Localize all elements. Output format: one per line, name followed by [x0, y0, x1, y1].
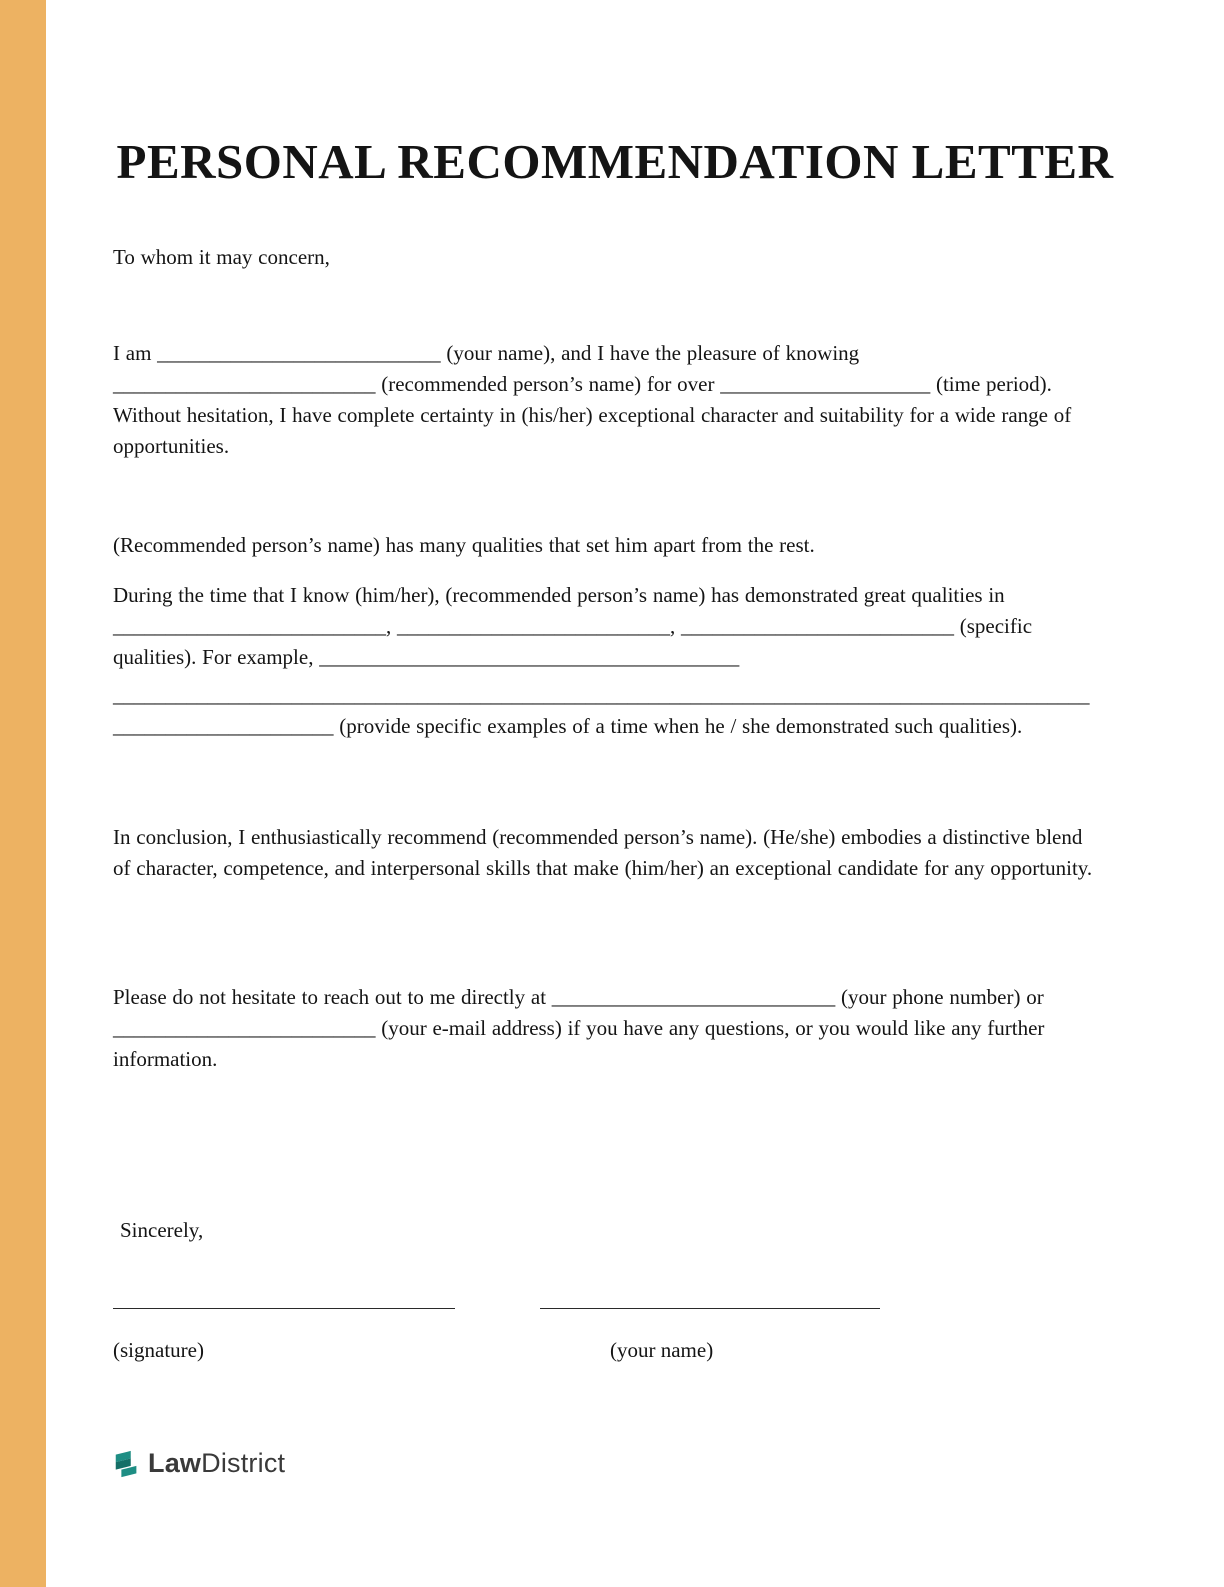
name-line — [540, 1308, 880, 1309]
lawdistrict-logo-text — [148, 1448, 285, 1479]
paragraph-contact — [113, 982, 1103, 1075]
closing — [120, 1215, 1110, 1246]
paragraph-qualities-intro — [113, 530, 1103, 561]
paragraph-intro-text: I am ___________________________ (your name), and I have the pleasure of knowing _________________________ (recommended person’s name) for over ____________________ (time period). Without hesitation, I have complete certainty in (his/her) exceptional character and suitability for a wide range of opportunities. — [113, 341, 1072, 458]
paragraph-during-text: During the time that I know (him/her), (recommended person’s name) has demonstrated great qualities in __________________________, __________________________, __________________________ (specific qualities). For example, ________________________________________ — [113, 583, 1033, 669]
logo-law: Law — [148, 1448, 202, 1478]
salutation-text: To whom it may concern, — [113, 245, 330, 269]
paragraph-conclusion-text: In conclusion, I enthusiastically recommend (recommended person’s name). (He/she) embodies a distinctive blend of character, competence, and interpersonal skills that make (him/her) an exceptional candidate for any opportunity. — [113, 825, 1093, 880]
lawdistrict-logo-icon — [112, 1449, 142, 1479]
signature-label: (signature) — [113, 1338, 204, 1362]
closing-text: Sincerely, — [120, 1218, 204, 1242]
page-title: PERSONAL RECOMMENDATION LETTER — [116, 133, 1114, 189]
paragraph-conclusion — [113, 822, 1103, 884]
paragraph-qualities-intro-text: (Recommended person’s name) has many qualities that set him apart from the rest. — [113, 533, 815, 557]
examples-text: _____________________ (provide specific examples of a time when he / she demonstrated such qualities). — [113, 714, 1023, 738]
examples-blank-line: _____________________________________________________________________________________________ — [113, 683, 1090, 707]
left-accent-stripe — [0, 0, 46, 1587]
paragraph-contact-text: Please do not hesitate to reach out to me directly at ___________________________ (your phone number) or _________________________ (your e-mail address) if you have any questions, or you would like any further information. — [113, 985, 1045, 1071]
salutation — [113, 242, 1103, 273]
signature-line — [113, 1308, 455, 1309]
paragraph-intro — [113, 338, 1103, 462]
paragraph-examples — [113, 680, 1103, 742]
paragraph-during — [113, 580, 1103, 673]
logo-district: District — [201, 1448, 286, 1478]
lawdistrict-logo — [112, 1448, 285, 1479]
your-name-label: (your name) — [610, 1338, 714, 1362]
